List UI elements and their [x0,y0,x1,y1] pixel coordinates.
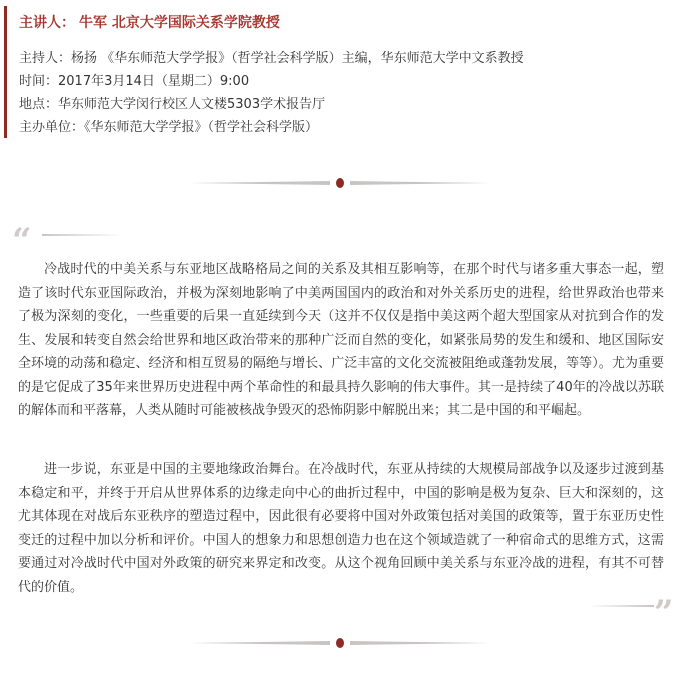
open-quote-icon: “ [12,221,32,261]
lecture-info-block [4,6,679,138]
paragraph-2: 进一步说，东亚是中国的主要地缘政治舞台。在冷战时代，东亚从持续的大规模局部战争以及逐步过渡到基本稳定和平，并终于开启从世界体系的边缘走向中心的曲折过程中，中国的影响是极为复杂、巨大和深刻的，这尤其体现在对战后东亚秩序的塑造过程中，因此很有必要将中国对外政策包括对美国的政策等，置于东亚历史性变迁的过程中加以分析和评价。中国人的想象力和思想创造力也在这个领域造就了一种宿命式的思维方式，这需要通过对冷战时代中国对外政策的研究来界定和改变。从这个视角回顾中美关系与东亚冷战的进程，有其不可替代的价值。 [18,462,664,595]
divider-dot [336,178,344,188]
ornamental-divider-bottom [190,636,490,650]
divider-line-left [190,641,330,645]
close-quote-icon: ” [654,593,674,633]
speaker-heading [19,12,280,32]
divider-line-right [350,641,490,645]
close-quote-rule [588,605,654,607]
organizer-line: 主办单位：《华东师范大学学报》（哲学社会科学版） [19,120,319,135]
divider-line-left [190,181,330,185]
paragraph-1: 冷战时代的中美关系与东亚地区战略格局之间的关系及其相互影响等，在那个时代与诸多重大事态一起，塑造了该时代东亚国际政治，并极为深刻地影响了中美两国国内的政治和对外关系历史的进程，给世界政治也带来了极为深刻的变化，一些重要的后果一直延续到今天（这并不仅仅是指中美这两个超大型国家从对抗到合作的发生、发展和转变自然会给世界和地区政治带来的那种广泛而自然的变化，如紧张局势的发生和缓和、地区国际安全环境的动荡和稳定、经济和相互贸易的隔绝与增长、广泛丰富的文化交流被阻绝或蓬勃发展，等等）。尤为重要的是它促成了35年来世界历史进程中两个革命性的和最具持久影响的伟大事件。其一是持续了40年的冷战以苏联的解体而和平落幕，人类从随时可能被核战争毁灭的恐怖阴影中解脱出来；其二是中国的和平崛起。 [18,262,664,418]
ornamental-divider-top [190,176,490,190]
speaker-label: 主讲人： [19,15,75,31]
divider-dot [336,638,344,648]
time-line: 时间：2017年3月14日（星期二）9:00 [19,74,250,89]
speaker-name: 牛军 北京大学国际关系学院教授 [79,15,280,31]
host-line: 主持人：杨扬 《华东师范大学学报》（哲学社会科学版）主编，华东师范大学中文系教授 [19,51,524,66]
location-line: 地点：华东师范大学闵行校区人文楼5303学术报告厅 [19,97,326,112]
open-quote-rule [42,234,122,236]
divider-line-right [350,181,490,185]
